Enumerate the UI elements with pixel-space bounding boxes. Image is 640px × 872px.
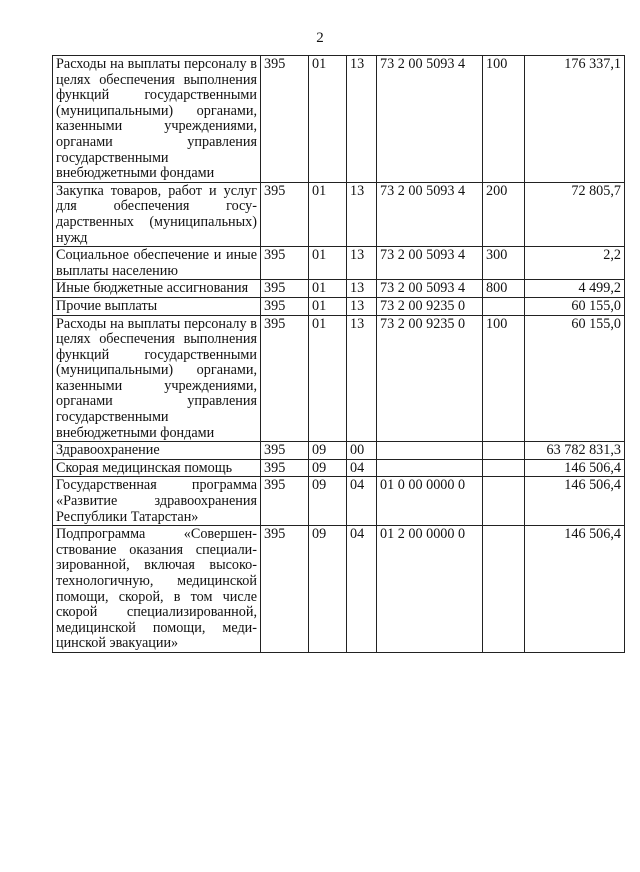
target-article-code xyxy=(377,459,483,477)
subsection-code: 13 xyxy=(347,56,377,183)
table-row xyxy=(53,247,625,280)
budget-table xyxy=(52,55,625,653)
ministry-code: 395 xyxy=(261,297,309,315)
subsection-code: 13 xyxy=(347,280,377,298)
expense-type-code xyxy=(483,442,525,460)
section-code: 01 xyxy=(309,56,347,183)
section-code: 01 xyxy=(309,182,347,246)
subsection-code: 04 xyxy=(347,459,377,477)
amount-value: 2,2 xyxy=(525,247,625,280)
row-description: Иные бюджетные ассигнования xyxy=(53,280,261,298)
expense-type-code: 300 xyxy=(483,247,525,280)
subsection-code: 13 xyxy=(347,247,377,280)
section-code: 01 xyxy=(309,297,347,315)
row-description: Социальное обеспечение и иные выплаты населению xyxy=(53,247,261,280)
table-row xyxy=(53,459,625,477)
section-code: 09 xyxy=(309,459,347,477)
subsection-code: 04 xyxy=(347,477,377,526)
subsection-code: 13 xyxy=(347,315,377,442)
ministry-code: 395 xyxy=(261,442,309,460)
expense-type-code: 100 xyxy=(483,315,525,442)
table-row xyxy=(53,182,625,246)
subsection-code: 00 xyxy=(347,442,377,460)
expense-type-code: 100 xyxy=(483,56,525,183)
amount-value: 72 805,7 xyxy=(525,182,625,246)
expense-type-code: 200 xyxy=(483,182,525,246)
amount-value: 4 499,2 xyxy=(525,280,625,298)
table-row xyxy=(53,315,625,442)
subsection-code: 13 xyxy=(347,182,377,246)
target-article-code: 73 2 00 5093 4 xyxy=(377,56,483,183)
row-description: Скорая медицинская помощь xyxy=(53,459,261,477)
target-article-code: 73 2 00 5093 4 xyxy=(377,247,483,280)
target-article-code xyxy=(377,442,483,460)
table-row xyxy=(53,280,625,298)
amount-value: 60 155,0 xyxy=(525,315,625,442)
row-description: Расходы на выплаты персоналу в целях обеспечения выполнения функций государственными (муниципальными) органами, казенными учреждениями, органами управления государственными внебюджетными фондами xyxy=(53,315,261,442)
target-article-code: 01 0 00 0000 0 xyxy=(377,477,483,526)
expense-type-code xyxy=(483,526,525,653)
table-row xyxy=(53,477,625,526)
ministry-code: 395 xyxy=(261,280,309,298)
section-code: 09 xyxy=(309,526,347,653)
section-code: 01 xyxy=(309,247,347,280)
section-code: 09 xyxy=(309,477,347,526)
expense-type-code xyxy=(483,459,525,477)
amount-value: 63 782 831,3 xyxy=(525,442,625,460)
ministry-code: 395 xyxy=(261,315,309,442)
page-number: 2 xyxy=(316,30,324,46)
ministry-code: 395 xyxy=(261,526,309,653)
target-article-code: 73 2 00 9235 0 xyxy=(377,315,483,442)
ministry-code: 395 xyxy=(261,56,309,183)
section-code: 01 xyxy=(309,315,347,442)
target-article-code: 01 2 00 0000 0 xyxy=(377,526,483,653)
row-description: Государственная программа «Развитие здравоохранения Республики Татарстан» xyxy=(53,477,261,526)
amount-value: 146 506,4 xyxy=(525,477,625,526)
subsection-code: 13 xyxy=(347,297,377,315)
ministry-code: 395 xyxy=(261,477,309,526)
ministry-code: 395 xyxy=(261,182,309,246)
expense-type-code xyxy=(483,477,525,526)
row-description: Прочие выплаты xyxy=(53,297,261,315)
target-article-code: 73 2 00 9235 0 xyxy=(377,297,483,315)
target-article-code: 73 2 00 5093 4 xyxy=(377,182,483,246)
ministry-code: 395 xyxy=(261,459,309,477)
table-row xyxy=(53,442,625,460)
amount-value: 146 506,4 xyxy=(525,459,625,477)
ministry-code: 395 xyxy=(261,247,309,280)
row-description: Подпрограмма «Совершенствование оказания специализированной, включая высокотехнологичную, медицинской помощи, скорой, в том числе скорой специализированной, медицинской помощи, медицинской эвакуации» xyxy=(53,526,261,653)
row-description: Здравоохранение xyxy=(53,442,261,460)
section-code: 01 xyxy=(309,280,347,298)
table-row xyxy=(53,526,625,653)
amount-value: 146 506,4 xyxy=(525,526,625,653)
table-row xyxy=(53,297,625,315)
amount-value: 176 337,1 xyxy=(525,56,625,183)
row-description: Расходы на выплаты персоналу в целях обеспечения выполнения функций государственными (муниципальными) органами, казенными учреждениями, органами управления государственными внебюджетными фондами xyxy=(53,56,261,183)
expense-type-code xyxy=(483,297,525,315)
amount-value: 60 155,0 xyxy=(525,297,625,315)
subsection-code: 04 xyxy=(347,526,377,653)
table-row xyxy=(53,56,625,183)
target-article-code: 73 2 00 5093 4 xyxy=(377,280,483,298)
row-description: Закупка товаров, работ и услуг для обеспечения государственных (муниципальных) нужд xyxy=(53,182,261,246)
expense-type-code: 800 xyxy=(483,280,525,298)
section-code: 09 xyxy=(309,442,347,460)
